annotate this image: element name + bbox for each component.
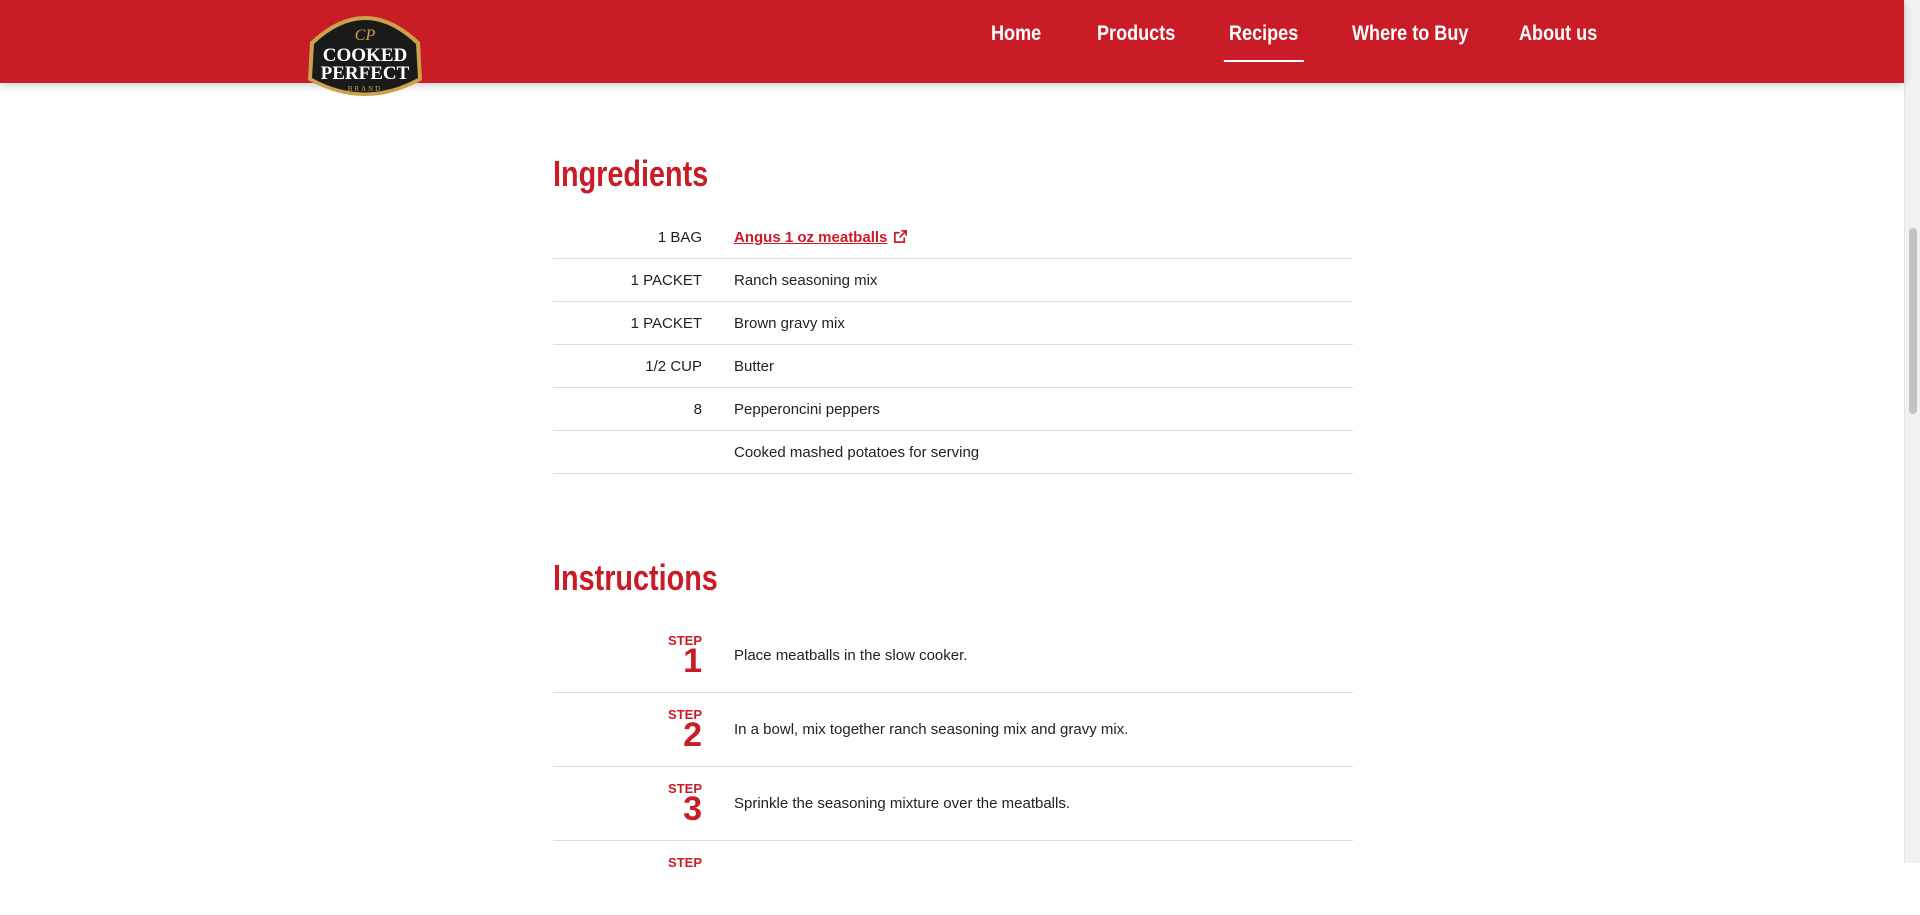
step-label: STEP [668,781,702,796]
ingredient-name[interactable]: Angus 1 oz meatballs [734,229,888,246]
site-header [0,0,1904,83]
nav-where-to-buy[interactable]: Where to Buy [1352,22,1469,45]
ingredient-qty: 1/2 CUP [645,358,702,375]
step-text: In a bowl, mix together ranch seasoning mix and gravy mix. [734,721,1129,738]
main-nav [0,0,1904,83]
ingredient-qty: 8 [693,401,702,418]
step-label: STEP [668,855,702,870]
step-number: 3 [683,790,702,828]
step-label: STEP [668,633,702,648]
ingredient-row [553,431,1353,474]
instruction-step [553,693,1353,767]
ingredient-name: Brown gravy mix [734,315,845,332]
ingredient-qty: 1 BAG [657,229,702,246]
logo-mark: CP [354,27,376,44]
logo-badge-icon [302,12,428,100]
logo-line-1: COOKED [322,45,408,66]
external-link-icon[interactable] [893,229,908,244]
ingredient-name: Pepperoncini peppers [734,401,880,418]
instructions-title: Instructions [553,557,718,598]
instructions-list [553,619,1353,915]
ingredient-row [553,259,1353,302]
instruction-step [553,767,1353,841]
page-scrollbar[interactable] [1904,0,1920,863]
step-number: 1 [683,642,702,680]
nav-products[interactable]: Products [1097,22,1176,45]
ingredients-title: Ingredients [553,153,709,194]
ingredient-qty: 1 PACKET [630,315,702,332]
ingredient-name: Cooked mashed potatoes for serving [734,444,980,461]
nav-recipes[interactable]: Recipes [1229,22,1298,62]
scrollbar-thumb[interactable] [1909,228,1917,414]
ingredient-qty: 1 PACKET [630,272,702,289]
instruction-step [553,619,1353,693]
ingredient-name: Butter [734,358,775,375]
nav-about-us[interactable]: About us [1519,22,1598,45]
step-label: STEP [668,707,702,722]
ingredient-row [553,388,1353,431]
instruction-step [553,841,1353,915]
step-text: Sprinkle the seasoning mixture over the meatballs. [734,795,1071,812]
step-number: 2 [683,716,702,754]
logo-line-3: BRAND [347,85,383,93]
step-text: Place meatballs in the slow cooker. [734,647,968,664]
ingredient-link-meatballs[interactable] [734,216,908,259]
ingredient-row [553,216,1353,259]
ingredients-table [553,216,1353,474]
nav-home[interactable]: Home [991,22,1042,45]
ingredient-row [553,302,1353,345]
brand-logo[interactable] [302,12,428,100]
ingredient-name: Ranch seasoning mix [734,272,878,289]
logo-line-2: PERFECT [320,63,410,84]
ingredient-row [553,345,1353,388]
